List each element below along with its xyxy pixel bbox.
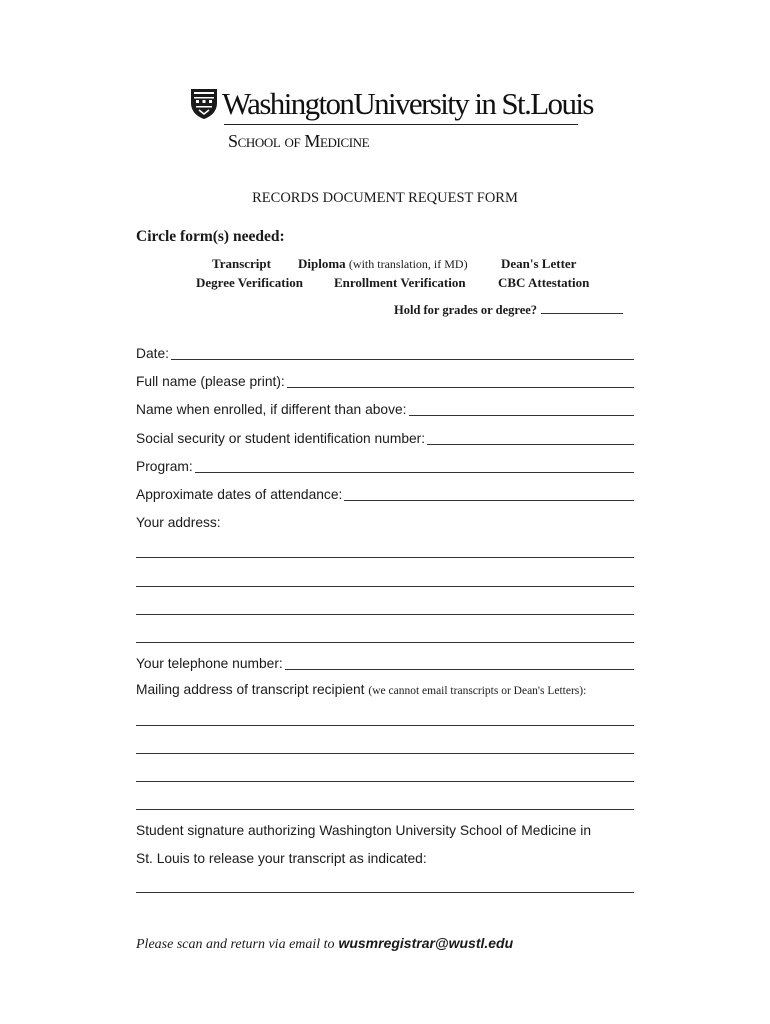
signature-text-line-2: St. Louis to release your transcript as indicated:: [136, 851, 427, 866]
program-field: [136, 456, 634, 476]
enrolled-name-field: [136, 399, 634, 419]
date-label: Date:: [136, 346, 169, 361]
attendance-dates-label: Approximate dates of attendance:: [136, 487, 343, 502]
telephone-label: Your telephone number:: [136, 656, 283, 671]
school-name: School of Medicine: [228, 131, 370, 151]
mailing-line-3[interactable]: [136, 781, 634, 782]
mailing-address-label: [136, 682, 586, 697]
circle-forms-label: Circle form(s) needed:: [136, 228, 285, 245]
ssn-id-input-line[interactable]: [427, 444, 634, 445]
attendance-dates-input-line[interactable]: [344, 500, 634, 501]
program-label: Program:: [136, 459, 193, 474]
telephone-input-line[interactable]: [285, 669, 634, 670]
logo-divider: [224, 124, 578, 125]
footer-text: Please scan and return via email to: [136, 937, 335, 952]
option-degree-verification[interactable]: Degree Verification: [196, 275, 303, 290]
signature-text-line-1: Student signature authorizing Washington University School of Medicine in: [136, 823, 592, 838]
option-cbc-attestation[interactable]: CBC Attestation: [498, 275, 590, 290]
ssn-id-label: Social security or student identification number:: [136, 431, 426, 446]
registrar-email-link[interactable]: wusmregistrar@wustl.edu: [338, 935, 514, 951]
address-line-4[interactable]: [136, 642, 634, 643]
address-label: Your address:: [136, 515, 221, 530]
full-name-label: Full name (please print):: [136, 374, 285, 389]
address-line-1[interactable]: [136, 557, 634, 558]
address-line-2[interactable]: [136, 586, 634, 587]
telephone-field: [136, 653, 634, 673]
option-diploma-label: Diploma: [298, 256, 346, 271]
full-name-field: [136, 371, 634, 391]
mailing-address-note: (we cannot email transcripts or Dean's Letters):: [368, 685, 587, 697]
hold-label: Hold for grades or degree?: [394, 303, 538, 317]
option-transcript[interactable]: Transcript: [212, 256, 271, 271]
hold-question: [394, 302, 623, 318]
mailing-line-2[interactable]: [136, 753, 634, 754]
university-logo: [190, 84, 593, 154]
full-name-input-line[interactable]: [287, 387, 634, 388]
option-diploma-note: (with translation, if MD): [348, 257, 468, 271]
form-title: RECORDS DOCUMENT REQUEST FORM: [252, 190, 518, 206]
date-input-line[interactable]: [171, 359, 634, 360]
date-field: [136, 343, 634, 363]
university-shield-icon: [190, 88, 218, 120]
option-diploma[interactable]: [298, 256, 468, 272]
program-input-line[interactable]: [195, 472, 634, 473]
ssn-id-field: [136, 428, 634, 448]
option-deans-letter[interactable]: Dean's Letter: [501, 256, 577, 271]
footer-instruction: [136, 935, 513, 953]
enrolled-name-label: Name when enrolled, if different than above:: [136, 402, 407, 417]
mailing-line-1[interactable]: [136, 725, 634, 726]
mailing-line-4[interactable]: [136, 809, 634, 810]
attendance-dates-field: [136, 484, 634, 504]
address-line-3[interactable]: [136, 614, 634, 615]
hold-blank[interactable]: [541, 302, 623, 314]
option-enrollment-verification[interactable]: Enrollment Verification: [334, 275, 466, 290]
mailing-address-text: Mailing address of transcript recipient: [136, 682, 365, 697]
signature-line[interactable]: [136, 892, 634, 893]
enrolled-name-input-line[interactable]: [409, 415, 635, 416]
university-name: WashingtonUniversity in St.Louis: [222, 86, 593, 121]
